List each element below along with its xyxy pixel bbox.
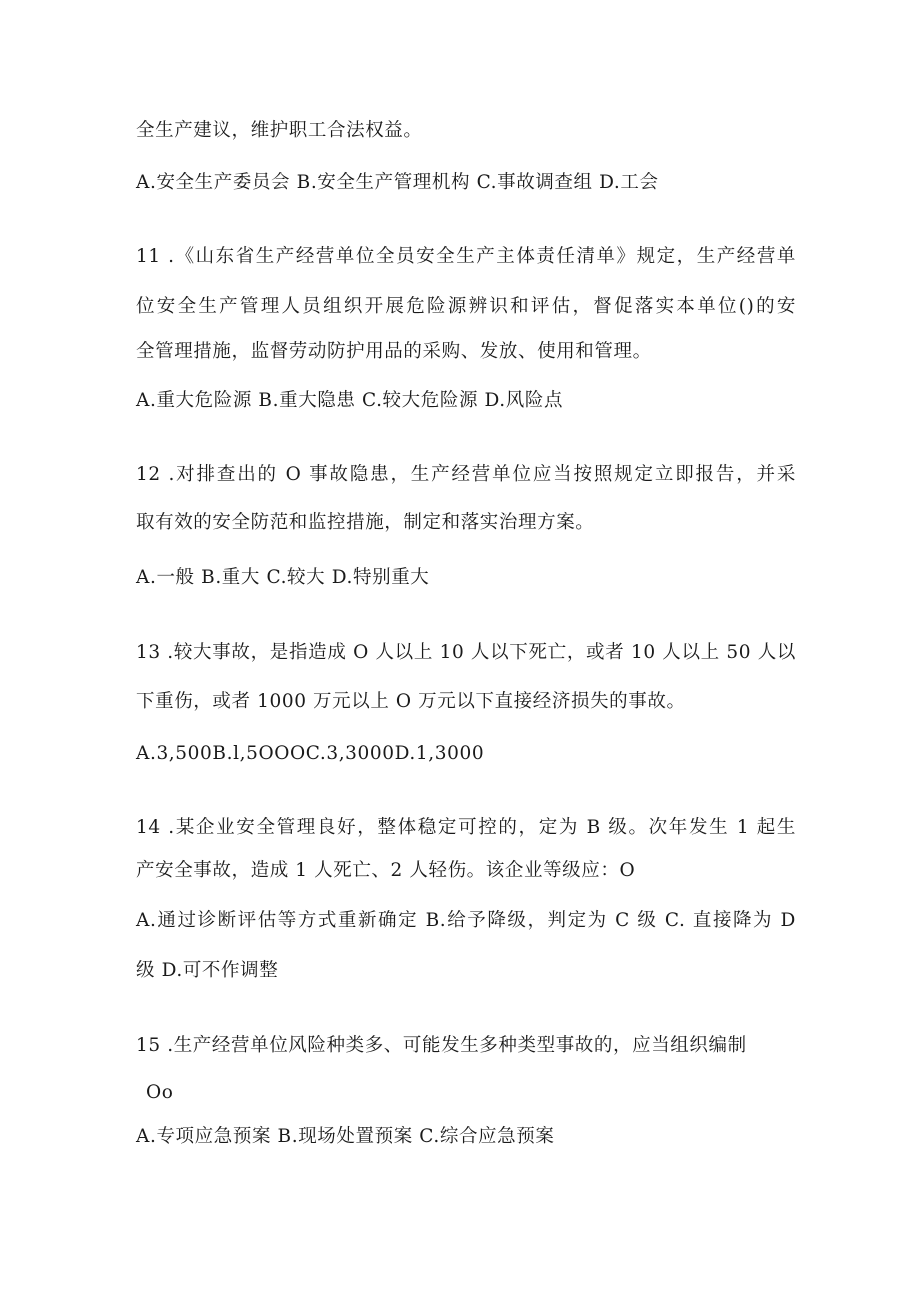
- answer-options: A.重大危险源 B.重大隐患 C.较大危险源 D.风险点: [136, 390, 564, 411]
- answer-options: A.3,500B.l,5OOOC.3,3000D.1,3000: [136, 743, 485, 764]
- question-14-line: 产安全事故，造成 1 人死亡、2 人轻伤。该企业等级应：O: [136, 860, 636, 881]
- question-11-line: 位安全生产管理人员组织开展危险源辨识和评估，督促落实本单位()的安: [136, 296, 796, 317]
- question-15-line: Oo: [146, 1082, 174, 1103]
- question-12-line: 取有效的安全防范和监控措施，制定和落实治理方案。: [136, 512, 595, 533]
- question-11-line: 全管理措施，监督劳动防护用品的采购、发放、使用和管理。: [136, 341, 652, 362]
- answer-options: A.安全生产委员会 B.安全生产管理机构 C.事故调查组 D.工会: [136, 172, 659, 193]
- question-11-line: 11 .《山东省生产经营单位全员安全生产主体责任清单》规定，生产经营单: [136, 246, 796, 267]
- question-13-line: 13 .较大事故，是指造成 O 人以上 10 人以下死亡，或者 10 人以上 50 人以: [136, 642, 796, 663]
- question-15-line: 15 .生产经营单位风险种类多、可能发生多种类型事故的，应当组织编制: [136, 1035, 747, 1056]
- text-line: 全生产建议，维护职工合法权益。: [136, 120, 423, 141]
- answer-options: A.专项应急预案 B.现场处置预案 C.综合应急预案: [136, 1126, 555, 1147]
- answer-options: 级 D.可不作调整: [136, 960, 279, 981]
- question-12-line: 12 .对排查出的 O 事故隐患，生产经营单位应当按照规定立即报告，并采: [136, 464, 796, 485]
- answer-options: A.通过诊断评估等方式重新确定 B.给予降级，判定为 C 级 C. 直接降为 D: [136, 910, 796, 931]
- question-14-line: 14 .某企业安全管理良好，整体稳定可控的，定为 B 级。次年发生 1 起生: [136, 817, 796, 838]
- answer-options: A.一般 B.重大 C.较大 D.特别重大: [136, 567, 430, 588]
- question-13-line: 下重伤，或者 1000 万元以上 O 万元以下直接经济损失的事故。: [136, 691, 686, 712]
